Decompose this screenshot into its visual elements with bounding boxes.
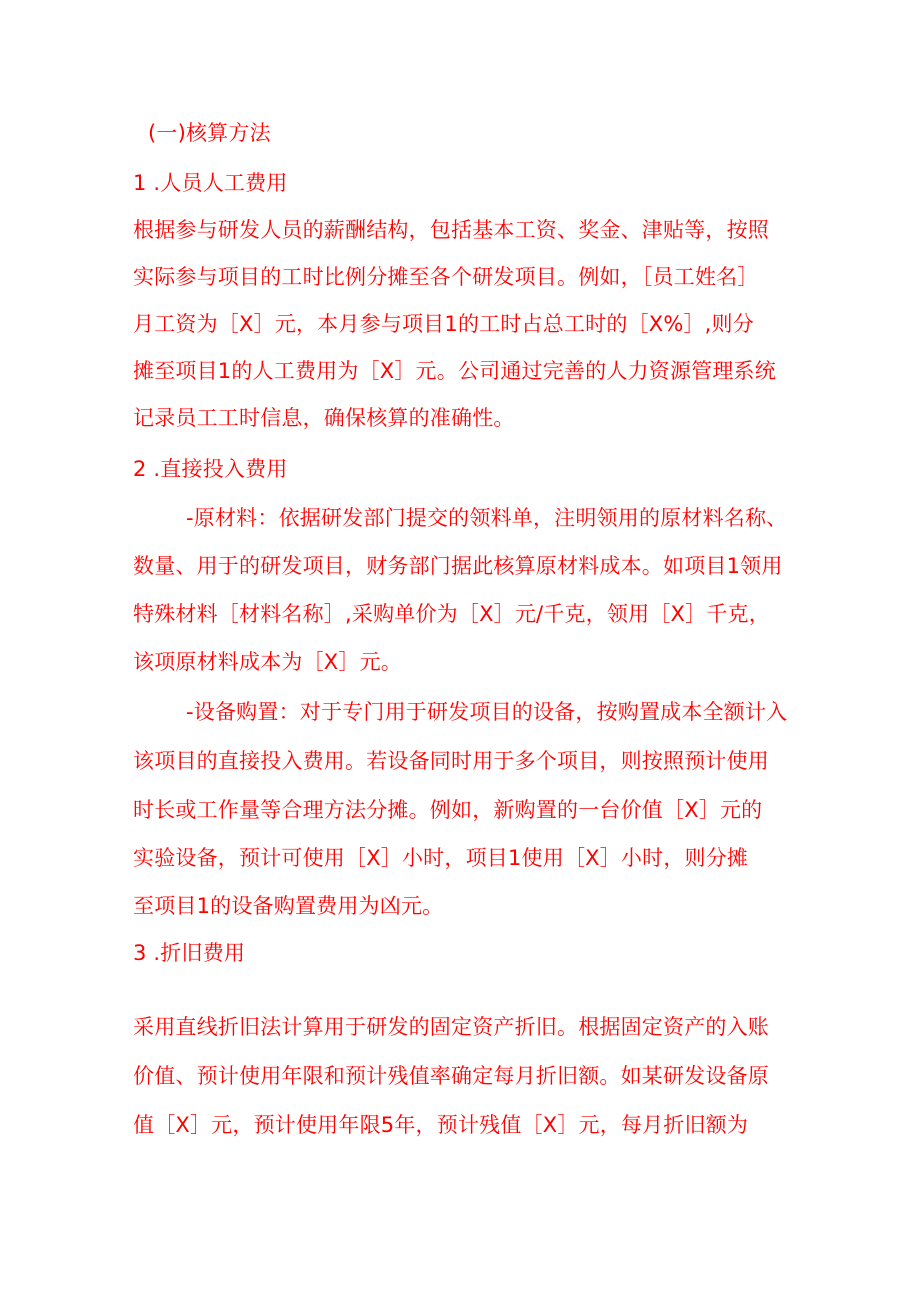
paragraph-line: 采用直线折旧法计算用于研发的固定资产折旧。根据固定资产的入账 — [133, 1015, 769, 1039]
sub-heading-personnel: 1 .人员人工费用 — [133, 171, 288, 195]
paragraph-line: 根据参与研发人员的薪酬结构，包括基本工资、奖金、津贴等，按照 — [133, 218, 769, 242]
paragraph-line: 摊至项目1的人工费用为［X］元。公司通过完善的人力资源管理系统 — [133, 359, 776, 383]
paragraph-line: 实验设备，预计可使用［X］小时，项目1使用［X］小时，则分摊 — [133, 846, 749, 870]
paragraph-line: 月工资为［X］元，本月参与项目1的工时占总工时的［X%］,则分 — [133, 312, 754, 336]
paragraph-line: 至项目1的设备购置费用为凶元。 — [133, 894, 444, 918]
sub-heading-depreciation: 3 .折旧费用 — [133, 941, 246, 965]
paragraph-line: 数量、用于的研发项目，财务部门据此核算原材料成本。如项目1领用 — [133, 554, 783, 578]
paragraph-line: 特殊材料［材料名称］,采购单价为［X］元/千克，领用［X］千克， — [133, 602, 770, 626]
paragraph-line: -设备购置：对于专门用于研发项目的设备，按购置成本全额计入 — [186, 700, 788, 724]
paragraph-line: 该项目的直接投入费用。若设备同时用于多个项目，则按照预计使用 — [133, 749, 769, 773]
paragraph-line: 记录员工工时信息，确保核算的准确性。 — [133, 406, 515, 430]
paragraph-line: 时长或工作量等合理方法分摊。例如，新购置的一台价值［X］元的 — [133, 798, 763, 822]
paragraph-line: 价值、预计使用年限和预计残值率确定每月折旧额。如某研发设备原 — [133, 1064, 769, 1088]
paragraph-line: -原材料：依据研发部门提交的领料单，注明领用的原材料名称、 — [186, 506, 788, 530]
paragraph-line: 该项原材料成本为［X］元。 — [133, 650, 402, 674]
paragraph-line: 实际参与项目的工时比例分摊至各个研发项目。例如，［员工姓名］ — [133, 265, 759, 289]
paragraph-line: 值［X］元，预计使用年限5年，预计残值［X］元，每月折旧额为 — [133, 1113, 749, 1137]
sub-heading-direct-input: 2 .直接投入费用 — [133, 457, 288, 481]
section-title: (一)核算方法 — [148, 121, 271, 145]
